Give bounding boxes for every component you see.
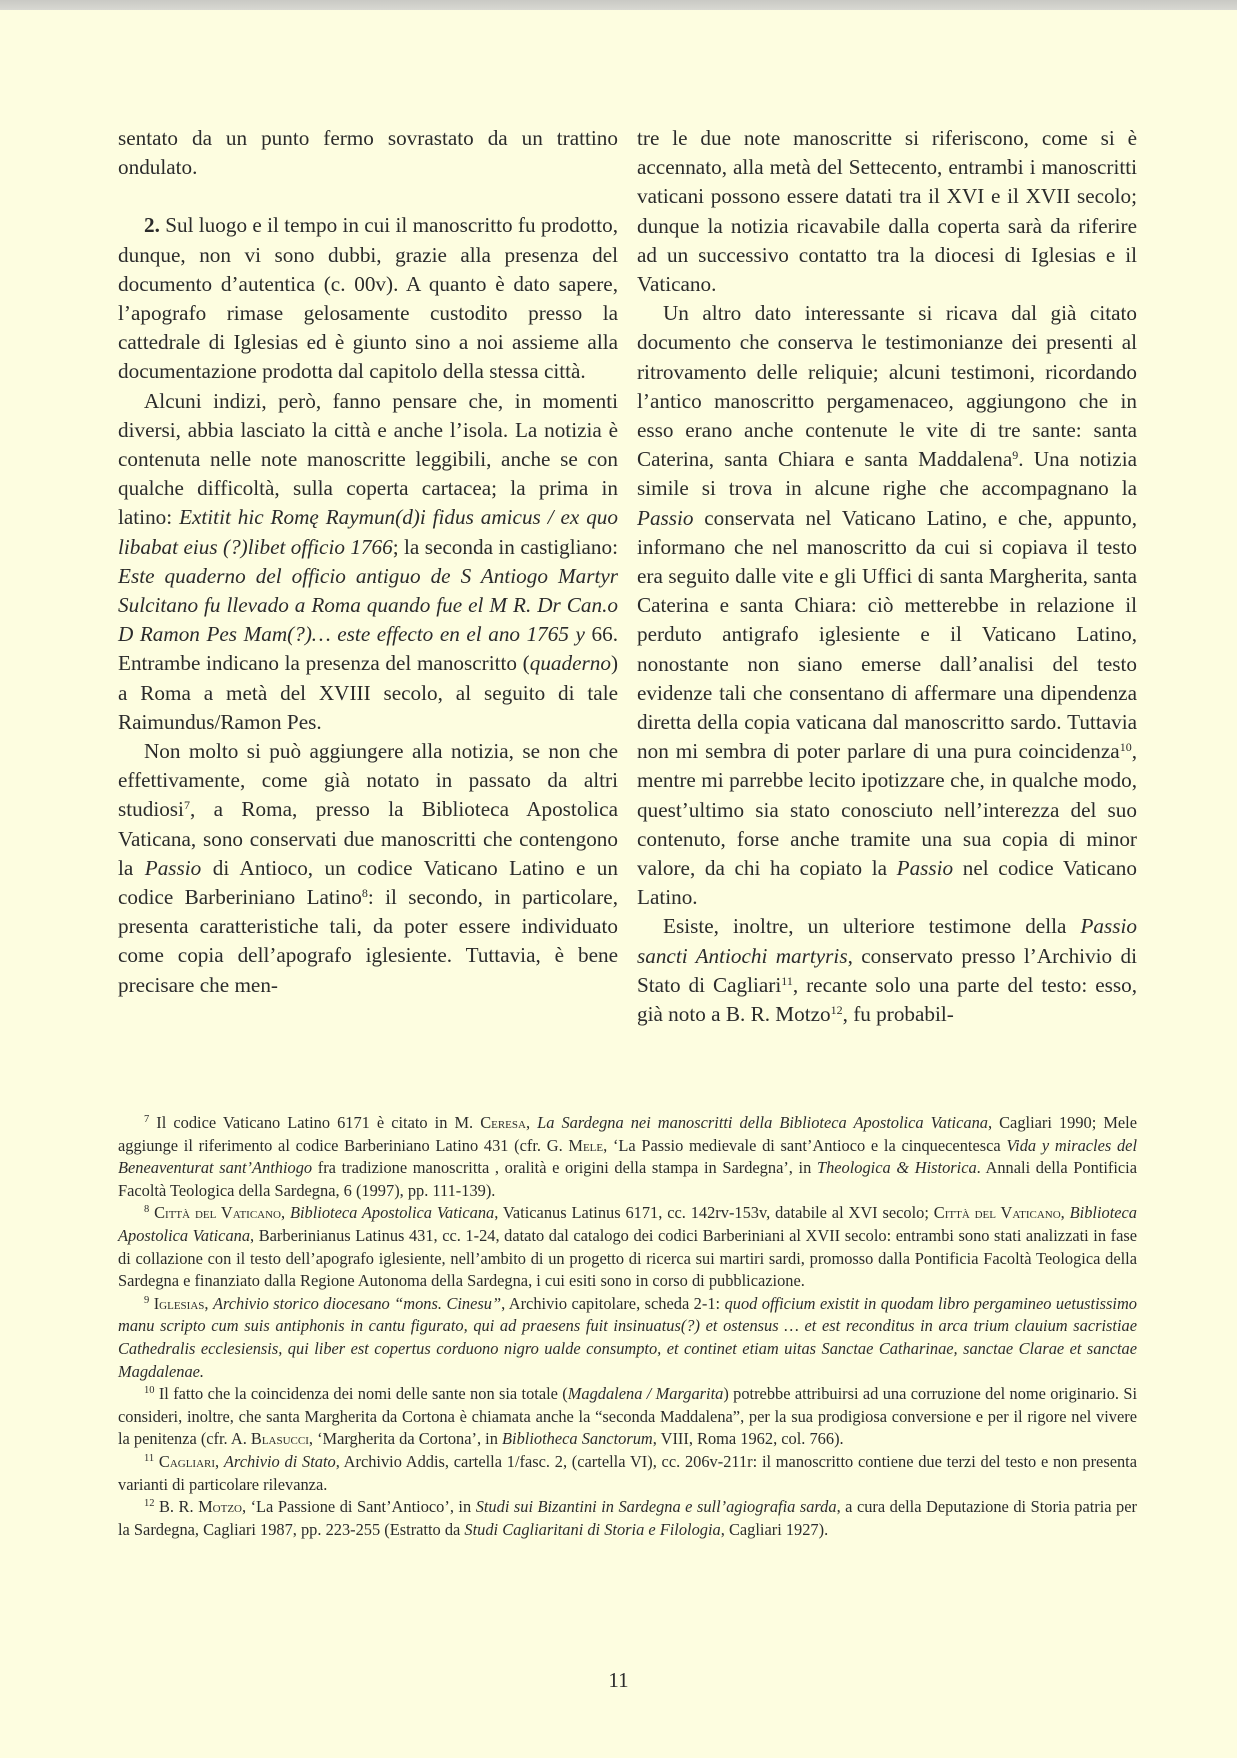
- footnote-11: $^{11}$ Cagliari, Archivio di Stato, Archivio Addis, cartella 1/fasc. 2, (cartella VI), cc. 206v-211r: il manoscritto contiene due terzi del testo e non presenta varianti di particolare rilevanza.: [118, 1451, 1137, 1494]
- footnote-ref-10[interactable]: 10: [1119, 740, 1132, 755]
- left-column: [118, 124, 618, 1000]
- footnote-9: $^9$ Iglesias, Archivio storico diocesano “mons. Cinesu”, Archivio capitolare, scheda 2-1: quod officium existit in quodam libro pergamineo uetustissimo manu scripto cum suis antiphonis in cantu figurato, qui ad praesens fuit insinuatus(?) et ostensus … et est reconditus in arca trium clauium sacristiae Cathedralis ecclesiensis, qui liber est copertus corduono nigro ualde consumpto, et continet etiam uitas Sanctae Catharinae, sanctae Clarae et sanctae Magdalenae.: [118, 1293, 1137, 1381]
- footnote-10: $^{10}$ Il fatto che la coincidenza dei nomi delle sante non sia totale (Magdalena / Margarita) potrebbe attribuirsi ad una corruzione del nome originario. Si consideri, inoltre, che santa Margherita da Cortona è chiamata anche la “seconda Maddalena”, per la sua prodigiosa conversione e per il rigore nel vivere la penitenza (cfr. A. Blasucci, ‘Margherita da Cortona’, in Bibliotheca Sanctorum, VIII, Roma 1962, col. 766).: [118, 1384, 1138, 1449]
- page-number: 11: [608, 1668, 629, 1692]
- footnote-ref-8[interactable]: 8: [361, 886, 368, 901]
- castilian-quote: Este quaderno del officio antiguo de S Antiogo Martyr Sulcitano fu llevado a Roma quando fue el M R. Dr Can.o D Ramon Pes Mam(?)… este effecto en el ano 1765 y: [118, 563, 618, 647]
- footnote-ref-11[interactable]: 11: [781, 973, 793, 988]
- paragraph: Un altro dato interessante si ricava dal già citato documento che conserva le testimonianze dei presenti al ritrovamento delle reliquie; alcuni testimoni, ricordando l’antico manoscritto pergamenaceo, aggiungono che in esso erano anche contenute le vite di tre sante: santa Caterina, santa Chiara e santa Maddalena$^9$. Una notizia simile si trova in alcune righe che accompagnano la Passio conservata nel Vaticano Latino, e che, appunto, informano che nel manoscritto da cui si copiava il testo era seguito dalle vite e gli Uffici di santa Margherita, santa Caterina e santa Chiara: ciò metterebbe in relazione il perduto antigrafo iglesiente e il Vaticano Latino, nonostante non siano emerse dall’analisi del testo evidenze tali che consentano di affermare una dipendenza diretta della copia vaticana dal manoscritto sardo. Tuttavia non mi sembra di poter parlare di una pura coincidenza$^{10}$, mentre mi parrebbe lecito ipotizzare che, in qualche modo, quest’ultimo sia stato conosciuto nell’interezza del suo contenuto, forse anche tramite una sua copia di minor valore, da chi ha copiato la Passio nel codice Vaticano Latino.: [637, 301, 1137, 910]
- footnotes: [118, 1112, 1137, 1541]
- footnote-ref-9[interactable]: 9: [1012, 448, 1019, 463]
- paragraph: sentato da un punto fermo sovrastato da un trattino ondulato.: [118, 126, 618, 180]
- footnote-7: $^7$ Il codice Vaticano Latino 6171 è citato in M. Ceresa, La Sardegna nei manoscritti della Biblioteca Apostolica Vaticana, Cagliari 1990; Mele aggiunge il riferimento al codice Barberiniano Latino 431 (cfr. G. Mele, ‘La Passio medievale di sant’Antioco e la cinquecentesca Vida y miracles del Beneaventurat sant’Anthiogo fra tradizione manoscritta , oralità e origini della stampa in Sardegna’, in Theologica & Historica. Annali della Pontificia Facoltà Teologica della Sardegna, 6 (1997), pp. 111-139).: [118, 1113, 1138, 1200]
- footnote-ref-7[interactable]: 7: [183, 798, 190, 813]
- footnote-ref-12[interactable]: 12: [830, 1003, 843, 1018]
- paragraph: Non molto si può aggiungere alla notizia, se non che effettivamente, come già notato in passato da altri studiosi$^7$, a Roma, presso la Biblioteca Apostolica Vaticana, sono conservati due manoscritti che contengono la Passio di Antioco, un codice Vaticano Latino e un codice Barberiniano Latino$^8$: il secondo, in particolare, presenta caratteristiche tali, da poter essere individuato come copia dell’apografo iglesiente. Tuttavia, è bene precisare che men-: [118, 739, 618, 997]
- footnote-8: $^8$ Città del Vaticano, Biblioteca Apostolica Vaticana, Vaticanus Latinus 6171, cc. 142rv-153v, databile al XVI secolo; Città del Vaticano, Biblioteca Apostolica Vaticana, Barberinianus Latinus 431, cc. 1-24, datato dal catalogo dei codici Barberiniani al XVII secolo: entrambi sono stati analizzati in fase di collazione con il testo dell’apografo iglesiente, nell’ambito di un progetto di ricerca sui martiri sardi, promosso dalla Pontificia Facoltà Teologica della Sardegna e finanziato dalla Regione Autonoma della Sardegna, i cui esiti sono in corso di pubblicazione.: [118, 1203, 1138, 1291]
- paragraph: Alcuni indizi, però, fanno pensare che, in momenti diversi, abbia lasciato la città e anche l’isola. La notizia è contenuta nelle note manoscritte leggibili, anche se con qualche difficoltà, sulla coperta cartacea; la prima in latino: Extitit hic Romę Raymun(d)i fidus amicus / ex quo libabat eius (?)libet officio 1766; la seconda in castigliano: Este quaderno del officio antiguo de S Antiogo Martyr Sulcitano fu llevado a Roma quando fue el M R. Dr Can.o D Ramon Pes Mam(?)… este effecto en el ano 1765 y 66. Entrambe indicano la presenza del manoscritto (quaderno) a Roma a metà del XVIII secolo, al seguito di tale Raimundus/Ramon Pes.: [118, 388, 619, 734]
- section-2-paragraph: 2. Sul luogo e il tempo in cui il manoscritto fu prodotto, dunque, non vi sono dubbi, grazie alla presenza del documento d’autentica (c. 00v). A quanto è dato sapere, l’apografo rimase gelosamente custodito presso la cattedrale di Iglesias ed è giunto sino a noi assieme alla documentazione prodotta dal capitolo della stessa città.: [118, 213, 618, 384]
- section-number: 2.: [144, 213, 160, 238]
- right-column: [637, 124, 1137, 1029]
- latin-quote: Extitit hic Romę Raymun(d)i fidus amicus / ex quo libabat eius (?)libet officio 1766: [118, 505, 618, 559]
- paragraph: tre le due note manoscritte si riferiscono, come si è accennato, alla metà del Settecento, entrambi i manoscritti vaticani possono essere datati tra il XVI e il XVII secolo; dunque la notizia ricavabile dalla coperta sarà da riferire ad un successivo contatto tra la diocesi di Iglesias e il Vaticano.: [637, 126, 1137, 297]
- paragraph: Esiste, inoltre, un ulteriore testimone della Passio sancti Antiochi martyris, conservato presso l’Archivio di Stato di Cagliari$^{11}$, recante solo una parte del testo: esso, già noto a B. R. Motzo$^{12}$, fu probabil-: [637, 914, 1137, 1027]
- footnote-12: $^{12}$ B. R. Motzo, ‘La Passione di Sant’Antioco’, in Studi sui Bizantini in Sardegna e sull’agiografia sarda, a cura della Deputazione di Storia patria per la Sardegna, Cagliari 1987, pp. 223-255 (Estratto da Studi Cagliaritani di Storia e Filologia, Cagliari 1927).: [118, 1497, 1137, 1539]
- scan-edge: [0, 0, 1237, 10]
